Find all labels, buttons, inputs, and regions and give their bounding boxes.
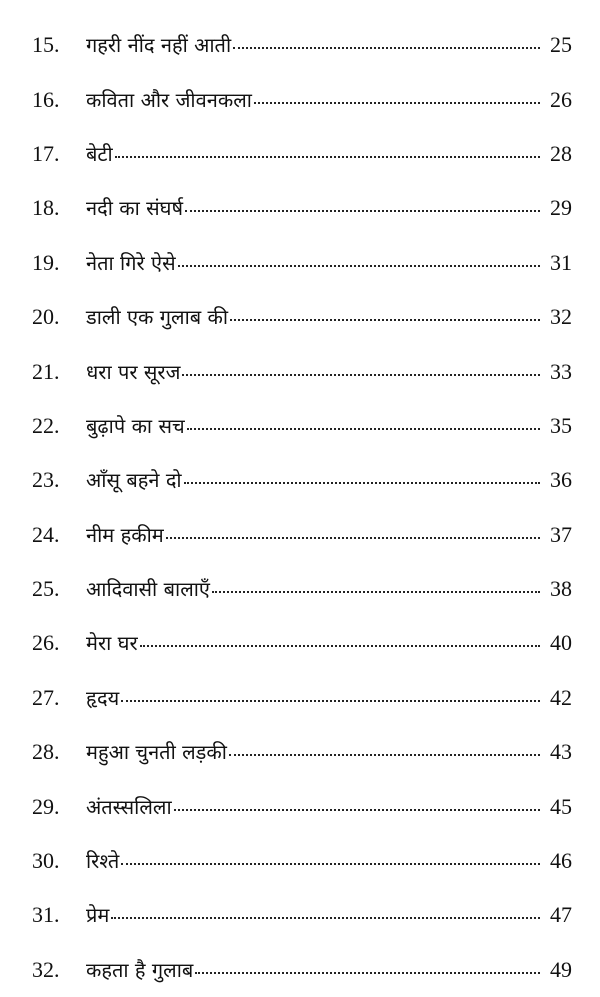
entry-line: [86, 684, 572, 710]
entry-number: 24.: [32, 521, 60, 547]
entry-page-number: 46: [550, 848, 572, 874]
toc-entry: [0, 888, 600, 942]
dot-leader: [195, 972, 540, 974]
entry-page-number: 33: [550, 358, 572, 384]
dot-leader: [166, 537, 540, 539]
entry-line: [86, 140, 572, 166]
entry-title: आँसू बहने दो: [86, 468, 182, 493]
entry-line: [86, 86, 572, 112]
toc-entry: [0, 562, 600, 616]
entry-number: 29.: [32, 793, 60, 819]
entry-page-number: 28: [550, 140, 572, 166]
dot-leader: [121, 700, 540, 702]
entry-page-number: 32: [550, 304, 572, 330]
toc-entry: [0, 72, 600, 126]
entry-page-number: 36: [550, 467, 572, 493]
toc-entry: [0, 18, 600, 72]
entry-number: 30.: [32, 848, 60, 874]
entry-number: 28.: [32, 739, 60, 765]
entry-title: बेटी: [86, 141, 113, 166]
dot-leader: [111, 917, 540, 919]
entry-number: 17.: [32, 140, 60, 166]
entry-title: प्रेम: [86, 903, 110, 928]
dot-leader: [174, 809, 540, 811]
toc-entry: [0, 344, 600, 398]
toc-entry: [0, 236, 600, 290]
dot-leader: [185, 210, 540, 212]
dot-leader: [140, 645, 540, 647]
toc-entry: [0, 127, 600, 181]
entry-title: कहता है गुलाब: [86, 957, 194, 982]
entry-number: 27.: [32, 684, 60, 710]
dot-leader: [178, 265, 540, 267]
entry-line: [86, 578, 572, 600]
entry-line: [86, 306, 572, 328]
entry-title: कविता और जीवनकला: [86, 87, 252, 112]
entry-number: 32.: [32, 956, 60, 982]
table-of-contents: [0, 18, 600, 997]
dot-leader: [212, 591, 540, 593]
entry-title: बुढ़ापे का सच: [86, 413, 185, 438]
entry-title: मेरा घर: [86, 631, 138, 656]
toc-entry: [0, 779, 600, 833]
dot-leader: [230, 319, 540, 321]
toc-entry: [0, 725, 600, 779]
toc-entry: [0, 943, 600, 997]
entry-page-number: 43: [550, 739, 572, 765]
entry-line: [86, 632, 572, 654]
dot-leader: [187, 428, 540, 430]
entry-number: 26.: [32, 630, 60, 656]
entry-line: [86, 904, 572, 926]
entry-number: 18.: [32, 195, 60, 221]
entry-page-number: 25: [550, 32, 572, 58]
entry-title: रिश्ते: [86, 849, 120, 874]
toc-entry: [0, 181, 600, 235]
toc-entry: [0, 399, 600, 453]
dot-leader: [184, 482, 540, 484]
entry-line: [86, 469, 572, 491]
entry-page-number: 26: [550, 86, 572, 112]
entry-page-number: 31: [550, 249, 572, 275]
entry-title: गहरी नींद नहीं आती: [86, 33, 232, 58]
entry-title: हृदय: [86, 685, 120, 710]
entry-line: [86, 850, 572, 872]
entry-title: आदिवासी बालाएँ: [86, 577, 210, 602]
dot-leader: [182, 374, 540, 376]
toc-entry: [0, 834, 600, 888]
entry-line: [86, 956, 572, 982]
entry-number: 25.: [32, 576, 60, 602]
entry-line: [86, 412, 572, 438]
entry-page-number: 40: [550, 630, 572, 656]
toc-entry: [0, 453, 600, 507]
entry-line: [86, 197, 572, 219]
entry-number: 16.: [32, 86, 60, 112]
dot-leader: [229, 754, 540, 756]
toc-entry: [0, 671, 600, 725]
toc-entry: [0, 508, 600, 562]
entry-line: [86, 741, 572, 763]
entry-number: 22.: [32, 412, 60, 438]
entry-page-number: 37: [550, 521, 572, 547]
entry-title: धरा पर सूरज: [86, 359, 181, 384]
entry-line: [86, 358, 572, 384]
entry-page-number: 29: [550, 195, 572, 221]
entry-title: डाली एक गुलाब की: [86, 305, 229, 330]
entry-title: नीम हकीम: [86, 522, 164, 547]
entry-number: 21.: [32, 358, 60, 384]
toc-entry: [0, 290, 600, 344]
entry-page-number: 38: [550, 576, 572, 602]
entry-line: [86, 34, 572, 56]
entry-page-number: 47: [550, 902, 572, 928]
toc-entry: [0, 616, 600, 670]
dot-leader: [254, 102, 540, 104]
entry-number: 31.: [32, 902, 60, 928]
entry-number: 19.: [32, 249, 60, 275]
dot-leader: [233, 47, 540, 49]
entry-page-number: 45: [550, 793, 572, 819]
dot-leader: [115, 156, 540, 158]
entry-title: नदी का संघर्ष: [86, 196, 184, 221]
dot-leader: [121, 863, 540, 865]
entry-page-number: 49: [550, 956, 572, 982]
entry-title: अंतस्सलिला: [86, 794, 172, 819]
entry-title: महुआ चुनती लड़की: [86, 740, 227, 765]
entry-title: नेता गिरे ऐसे: [86, 250, 176, 275]
entry-number: 15.: [32, 32, 60, 58]
entry-line: [86, 521, 572, 547]
entry-page-number: 35: [550, 412, 572, 438]
entry-line: [86, 249, 572, 275]
entry-number: 23.: [32, 467, 60, 493]
entry-number: 20.: [32, 304, 60, 330]
entry-line: [86, 793, 572, 819]
entry-page-number: 42: [550, 684, 572, 710]
